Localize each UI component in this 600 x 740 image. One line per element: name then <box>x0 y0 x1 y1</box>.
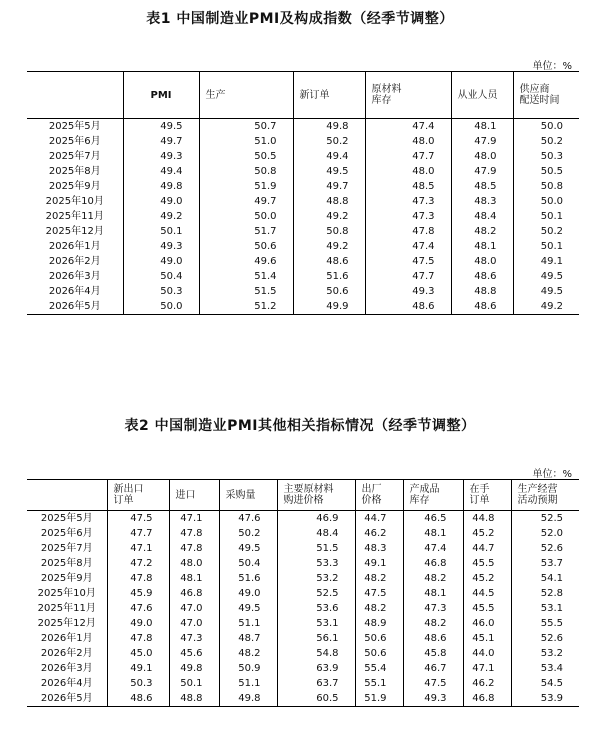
table1-month-cell: 2025年6月 <box>48 136 101 147</box>
table1-header-pmi: PMI <box>123 72 199 119</box>
table2-value-cell: 53.6 <box>277 601 355 616</box>
table2-value-cell: 47.4 <box>403 541 463 556</box>
table1-value-cell: 48.3 <box>451 194 513 209</box>
table2-month-cell: 2025年9月 <box>40 573 93 584</box>
table2-value-cell: 48.2 <box>355 601 403 616</box>
table1-value-cell: 49.7 <box>123 134 199 149</box>
table2-value-cell: 47.3 <box>169 631 219 646</box>
table2-value-cell: 44.0 <box>463 646 511 661</box>
table2-row <box>27 601 579 616</box>
table2-value-cell: 53.4 <box>511 661 579 676</box>
table2-month-cell: 2026年4月 <box>40 678 93 689</box>
table1-month-cell: 2025年11月 <box>45 211 104 222</box>
table1-value-cell: 48.1 <box>451 239 513 254</box>
table2-value-cell: 48.4 <box>277 526 355 541</box>
table2-value-cell: 53.9 <box>511 691 579 707</box>
table1-value-cell: 48.6 <box>365 299 451 315</box>
table2-value-cell: 49.8 <box>219 691 277 707</box>
table1-value-cell: 48.4 <box>451 209 513 224</box>
table2-value-cell: 46.8 <box>403 556 463 571</box>
table1-value-cell: 48.8 <box>293 194 365 209</box>
table2-value-cell: 54.1 <box>511 571 579 586</box>
table1-value-cell: 47.4 <box>365 119 451 135</box>
table1-value-cell: 48.2 <box>451 224 513 239</box>
table2-header-business-expectations-label: 生产经营 活动预期 <box>517 484 558 506</box>
table2-value-cell: 47.2 <box>107 556 169 571</box>
table2-value-cell: 52.5 <box>277 586 355 601</box>
table1-value-cell: 48.6 <box>293 254 365 269</box>
table2-value-cell: 48.2 <box>403 571 463 586</box>
table1-value-cell: 49.5 <box>123 119 199 135</box>
table1-value-cell: 48.5 <box>365 179 451 194</box>
table1-value-cell: 50.1 <box>513 239 579 254</box>
table2-value-cell: 54.5 <box>511 676 579 691</box>
table1-header-month <box>27 72 123 119</box>
table1-header-raw-material-inventory <box>365 72 451 119</box>
table1-value-cell: 49.6 <box>199 254 293 269</box>
table1-row <box>27 194 579 209</box>
table2-month-cell: 2025年12月 <box>37 618 96 629</box>
table1-row <box>27 149 579 164</box>
table2-value-cell: 53.3 <box>277 556 355 571</box>
table1-value-cell: 48.1 <box>451 119 513 135</box>
table1-value-cell: 51.5 <box>199 284 293 299</box>
table2-value-cell: 46.5 <box>403 511 463 527</box>
table1-body <box>27 119 579 315</box>
table2-month-cell: 2025年6月 <box>40 528 93 539</box>
table2-header-output-prices-label: 出厂 价格 <box>361 484 382 506</box>
table1-value-cell: 48.6 <box>451 269 513 284</box>
table2-body <box>27 511 579 707</box>
table1 <box>27 71 579 315</box>
table2-header-backlog-orders-label: 在手 订单 <box>469 484 490 506</box>
table1-value-cell: 51.7 <box>199 224 293 239</box>
table2-value-cell: 53.2 <box>511 646 579 661</box>
table1-value-cell: 49.2 <box>293 239 365 254</box>
table2-value-cell: 49.0 <box>219 586 277 601</box>
table2-header-finished-goods-inventory-label: 产成品 库存 <box>409 484 440 506</box>
table2-value-cell: 55.1 <box>355 676 403 691</box>
table2-month-cell: 2025年10月 <box>37 588 96 599</box>
table1-value-cell: 50.2 <box>513 134 579 149</box>
table2-value-cell: 48.1 <box>169 571 219 586</box>
table2-value-cell: 53.2 <box>277 571 355 586</box>
table1-value-cell: 49.5 <box>513 269 579 284</box>
table2-header-input-prices-label: 主要原材料 购进价格 <box>283 484 334 506</box>
table1-value-cell: 50.2 <box>293 134 365 149</box>
table2-value-cell: 52.0 <box>511 526 579 541</box>
table1-value-cell: 49.9 <box>293 299 365 315</box>
table1-value-cell: 47.7 <box>365 269 451 284</box>
table2-value-cell: 51.5 <box>277 541 355 556</box>
table2-header-business-expectations <box>511 480 579 511</box>
table2-header-imports: 进口 <box>169 480 219 511</box>
table2-value-cell: 46.2 <box>355 526 403 541</box>
table1-value-cell: 49.8 <box>293 119 365 135</box>
table1-value-cell: 49.3 <box>365 284 451 299</box>
table2-value-cell: 55.5 <box>511 616 579 631</box>
table2-value-cell: 51.1 <box>219 676 277 691</box>
table1-value-cell: 49.0 <box>123 254 199 269</box>
table2-header-input-prices <box>277 480 355 511</box>
table2-row <box>27 646 579 661</box>
table2-row <box>27 631 579 646</box>
table2-row <box>27 586 579 601</box>
table1-value-cell: 49.4 <box>293 149 365 164</box>
table1-row <box>27 179 579 194</box>
table2-value-cell: 49.0 <box>107 616 169 631</box>
table2-value-cell: 49.5 <box>219 601 277 616</box>
table1-row <box>27 224 579 239</box>
table2-value-cell: 47.1 <box>463 661 511 676</box>
table1-value-cell: 48.6 <box>451 299 513 315</box>
table1-value-cell: 51.6 <box>293 269 365 284</box>
table2-month-cell: 2025年8月 <box>40 558 93 569</box>
table1-title: 表1 中国制造业PMI及构成指数（经季节调整） <box>146 11 454 27</box>
table1-value-cell: 49.4 <box>123 164 199 179</box>
table1-value-cell: 50.1 <box>123 224 199 239</box>
table2-value-cell: 48.6 <box>403 631 463 646</box>
table1-month-cell: 2026年3月 <box>48 271 101 282</box>
table1-header-production: 生产 <box>199 72 293 119</box>
table2-value-cell: 50.1 <box>169 676 219 691</box>
table2-value-cell: 47.3 <box>403 601 463 616</box>
table1-value-cell: 47.3 <box>365 194 451 209</box>
table1-month-cell: 2025年8月 <box>48 166 101 177</box>
table1-value-cell: 50.0 <box>513 194 579 209</box>
table2-value-cell: 49.8 <box>169 661 219 676</box>
table2-value-cell: 47.5 <box>355 586 403 601</box>
table2-value-cell: 52.8 <box>511 586 579 601</box>
table1-value-cell: 47.3 <box>365 209 451 224</box>
table1-value-cell: 50.0 <box>513 119 579 135</box>
table1-value-cell: 49.5 <box>513 284 579 299</box>
table2-value-cell: 63.9 <box>277 661 355 676</box>
table1-row <box>27 239 579 254</box>
table1-value-cell: 49.5 <box>293 164 365 179</box>
table1-row <box>27 164 579 179</box>
table2-value-cell: 48.2 <box>219 646 277 661</box>
table1-value-cell: 51.0 <box>199 134 293 149</box>
table2-value-cell: 56.1 <box>277 631 355 646</box>
table2-row <box>27 556 579 571</box>
table2-month-cell: 2026年2月 <box>40 648 93 659</box>
table2-value-cell: 48.2 <box>403 616 463 631</box>
table1-value-cell: 49.2 <box>293 209 365 224</box>
table2-month-cell: 2025年5月 <box>40 513 93 524</box>
table2-value-cell: 45.5 <box>463 601 511 616</box>
table2-value-cell: 45.5 <box>463 556 511 571</box>
table2-value-cell: 55.4 <box>355 661 403 676</box>
table1-row <box>27 119 579 135</box>
table2-value-cell: 46.8 <box>463 691 511 707</box>
table2-row <box>27 691 579 707</box>
table2-header-output-prices <box>355 480 403 511</box>
table1-value-cell: 50.3 <box>513 149 579 164</box>
table2-value-cell: 50.4 <box>219 556 277 571</box>
table2-value-cell: 45.2 <box>463 571 511 586</box>
table1-value-cell: 48.0 <box>365 164 451 179</box>
table2-value-cell: 48.1 <box>403 586 463 601</box>
table2-value-cell: 45.2 <box>463 526 511 541</box>
table2-value-cell: 47.8 <box>107 631 169 646</box>
table2-value-cell: 50.9 <box>219 661 277 676</box>
table2-row <box>27 676 579 691</box>
table2-row <box>27 511 579 527</box>
table1-row <box>27 134 579 149</box>
table2-value-cell: 53.7 <box>511 556 579 571</box>
table2-title: 表2 中国制造业PMI其他相关指标情况（经季节调整） <box>124 418 476 434</box>
table2-value-cell: 47.6 <box>219 511 277 527</box>
table2-value-cell: 44.5 <box>463 586 511 601</box>
table2-value-cell: 47.0 <box>169 601 219 616</box>
table2-value-cell: 48.0 <box>169 556 219 571</box>
table2-value-cell: 47.8 <box>169 526 219 541</box>
table2-value-cell: 48.8 <box>169 691 219 707</box>
table1-header-raw-material-inventory-label: 原材料 库存 <box>371 84 402 106</box>
table1-value-cell: 50.1 <box>513 209 579 224</box>
table1-value-cell: 49.3 <box>123 239 199 254</box>
table2-value-cell: 45.8 <box>403 646 463 661</box>
table2-value-cell: 47.1 <box>169 511 219 527</box>
table1-value-cell: 50.3 <box>123 284 199 299</box>
table1-value-cell: 50.2 <box>513 224 579 239</box>
table2-value-cell: 45.1 <box>463 631 511 646</box>
table2-header-backlog-orders <box>463 480 511 511</box>
table1-header-supplier-delivery-label: 供应商 配送时间 <box>519 84 560 106</box>
table1-value-cell: 50.6 <box>199 239 293 254</box>
table2-value-cell: 44.8 <box>463 511 511 527</box>
table1-value-cell: 50.5 <box>199 149 293 164</box>
table2-value-cell: 51.6 <box>219 571 277 586</box>
table1-value-cell: 49.1 <box>513 254 579 269</box>
table2-value-cell: 47.0 <box>169 616 219 631</box>
table2-value-cell: 60.5 <box>277 691 355 707</box>
table1-value-cell: 47.9 <box>451 134 513 149</box>
table2-value-cell: 46.0 <box>463 616 511 631</box>
table2-row <box>27 526 579 541</box>
table1-value-cell: 50.5 <box>513 164 579 179</box>
table1-value-cell: 51.9 <box>199 179 293 194</box>
table1-unit-label: 单位：% <box>532 61 572 72</box>
table1-month-cell: 2026年5月 <box>27 299 123 315</box>
table2-value-cell: 50.2 <box>219 526 277 541</box>
table1-value-cell: 48.0 <box>451 254 513 269</box>
table2-value-cell: 47.6 <box>107 601 169 616</box>
table1-month-cell: 2025年7月 <box>48 151 101 162</box>
table2-value-cell: 46.9 <box>277 511 355 527</box>
table2-value-cell: 53.1 <box>277 616 355 631</box>
table1-value-cell: 50.8 <box>513 179 579 194</box>
table2-header-finished-goods-inventory <box>403 480 463 511</box>
table2-value-cell: 48.3 <box>355 541 403 556</box>
table2-value-cell: 63.7 <box>277 676 355 691</box>
table1-value-cell: 47.9 <box>451 164 513 179</box>
table1-month-cell: 2026年4月 <box>48 286 101 297</box>
table1-value-cell: 51.4 <box>199 269 293 284</box>
table1-value-cell: 48.0 <box>365 134 451 149</box>
table1-header-employment: 从业人员 <box>451 72 513 119</box>
table2-row <box>27 571 579 586</box>
table2-value-cell: 47.7 <box>107 526 169 541</box>
table2-value-cell: 45.0 <box>107 646 169 661</box>
table2-value-cell: 49.1 <box>355 556 403 571</box>
table1-month-cell: 2025年12月 <box>45 226 104 237</box>
table1-value-cell: 47.8 <box>365 224 451 239</box>
table2-row <box>27 541 579 556</box>
table2-value-cell: 45.9 <box>107 586 169 601</box>
table1-header-supplier-delivery <box>513 72 579 119</box>
table1-row <box>27 299 579 315</box>
table1-month-cell: 2026年2月 <box>48 256 101 267</box>
table2-value-cell: 48.1 <box>403 526 463 541</box>
table1-value-cell: 50.0 <box>123 299 199 315</box>
table2-header-new-export-orders <box>107 480 169 511</box>
table2-value-cell: 48.2 <box>355 571 403 586</box>
table2-header-new-export-orders-label: 新出口 订单 <box>113 484 144 506</box>
table2-value-cell: 52.5 <box>511 511 579 527</box>
table1-value-cell: 49.7 <box>293 179 365 194</box>
table2-value-cell: 48.9 <box>355 616 403 631</box>
table2-value-cell: 47.5 <box>403 676 463 691</box>
table2-row <box>27 661 579 676</box>
table2-value-cell: 52.6 <box>511 631 579 646</box>
table2-month-cell: 2025年7月 <box>40 543 93 554</box>
table2-value-cell: 46.2 <box>463 676 511 691</box>
table2-month-cell: 2025年11月 <box>37 603 96 614</box>
table2-value-cell: 52.6 <box>511 541 579 556</box>
table1-value-cell: 50.4 <box>123 269 199 284</box>
table2-header-purchase-quantity: 采购量 <box>219 480 277 511</box>
table2-value-cell: 51.1 <box>219 616 277 631</box>
table2-value-cell: 50.6 <box>355 631 403 646</box>
table2-value-cell: 51.9 <box>355 691 403 707</box>
table1-value-cell: 48.8 <box>451 284 513 299</box>
table1-value-cell: 51.2 <box>199 299 293 315</box>
table2-value-cell: 50.6 <box>355 646 403 661</box>
table1-value-cell: 50.8 <box>293 224 365 239</box>
table2 <box>27 479 579 707</box>
table2-month-cell: 2026年1月 <box>40 633 93 644</box>
table2-value-cell: 44.7 <box>355 511 403 527</box>
table2-value-cell: 45.6 <box>169 646 219 661</box>
table1-value-cell: 48.0 <box>451 149 513 164</box>
table1-value-cell: 47.4 <box>365 239 451 254</box>
table2-value-cell: 47.5 <box>107 511 169 527</box>
table2-value-cell: 44.7 <box>463 541 511 556</box>
table1-value-cell: 49.8 <box>123 179 199 194</box>
table2-value-cell: 47.8 <box>107 571 169 586</box>
table2-header-month <box>27 480 107 511</box>
table1-value-cell: 49.7 <box>199 194 293 209</box>
table2-value-cell: 47.1 <box>107 541 169 556</box>
table1-value-cell: 47.7 <box>365 149 451 164</box>
table2-month-cell: 2026年5月 <box>27 691 107 707</box>
table2-value-cell: 49.1 <box>107 661 169 676</box>
table1-month-cell: 2025年5月 <box>48 121 101 132</box>
table1-value-cell: 49.2 <box>123 209 199 224</box>
table1-value-cell: 50.7 <box>199 119 293 135</box>
table2-value-cell: 49.3 <box>403 691 463 707</box>
table1-value-cell: 49.0 <box>123 194 199 209</box>
table1-value-cell: 49.3 <box>123 149 199 164</box>
table1-value-cell: 50.6 <box>293 284 365 299</box>
table1-row <box>27 284 579 299</box>
table2-value-cell: 48.7 <box>219 631 277 646</box>
table2-value-cell: 53.1 <box>511 601 579 616</box>
table1-month-cell: 2026年1月 <box>48 241 101 252</box>
table1-month-cell: 2025年10月 <box>45 196 104 207</box>
table2-value-cell: 46.8 <box>169 586 219 601</box>
table1-row <box>27 209 579 224</box>
table2-value-cell: 46.7 <box>403 661 463 676</box>
table2-value-cell: 47.8 <box>169 541 219 556</box>
table1-value-cell: 48.5 <box>451 179 513 194</box>
table1-row <box>27 269 579 284</box>
table2-value-cell: 48.6 <box>107 691 169 707</box>
table2-row <box>27 616 579 631</box>
table1-value-cell: 47.5 <box>365 254 451 269</box>
table2-unit-label: 单位：% <box>532 469 572 480</box>
table1-header-new-orders: 新订单 <box>293 72 365 119</box>
table2-value-cell: 49.5 <box>219 541 277 556</box>
table1-row <box>27 254 579 269</box>
table2-value-cell: 54.8 <box>277 646 355 661</box>
table1-value-cell: 50.0 <box>199 209 293 224</box>
table1-value-cell: 49.2 <box>513 299 579 315</box>
table2-value-cell: 50.3 <box>107 676 169 691</box>
table1-month-cell: 2025年9月 <box>48 181 101 192</box>
table1-value-cell: 50.8 <box>199 164 293 179</box>
table2-month-cell: 2026年3月 <box>40 663 93 674</box>
